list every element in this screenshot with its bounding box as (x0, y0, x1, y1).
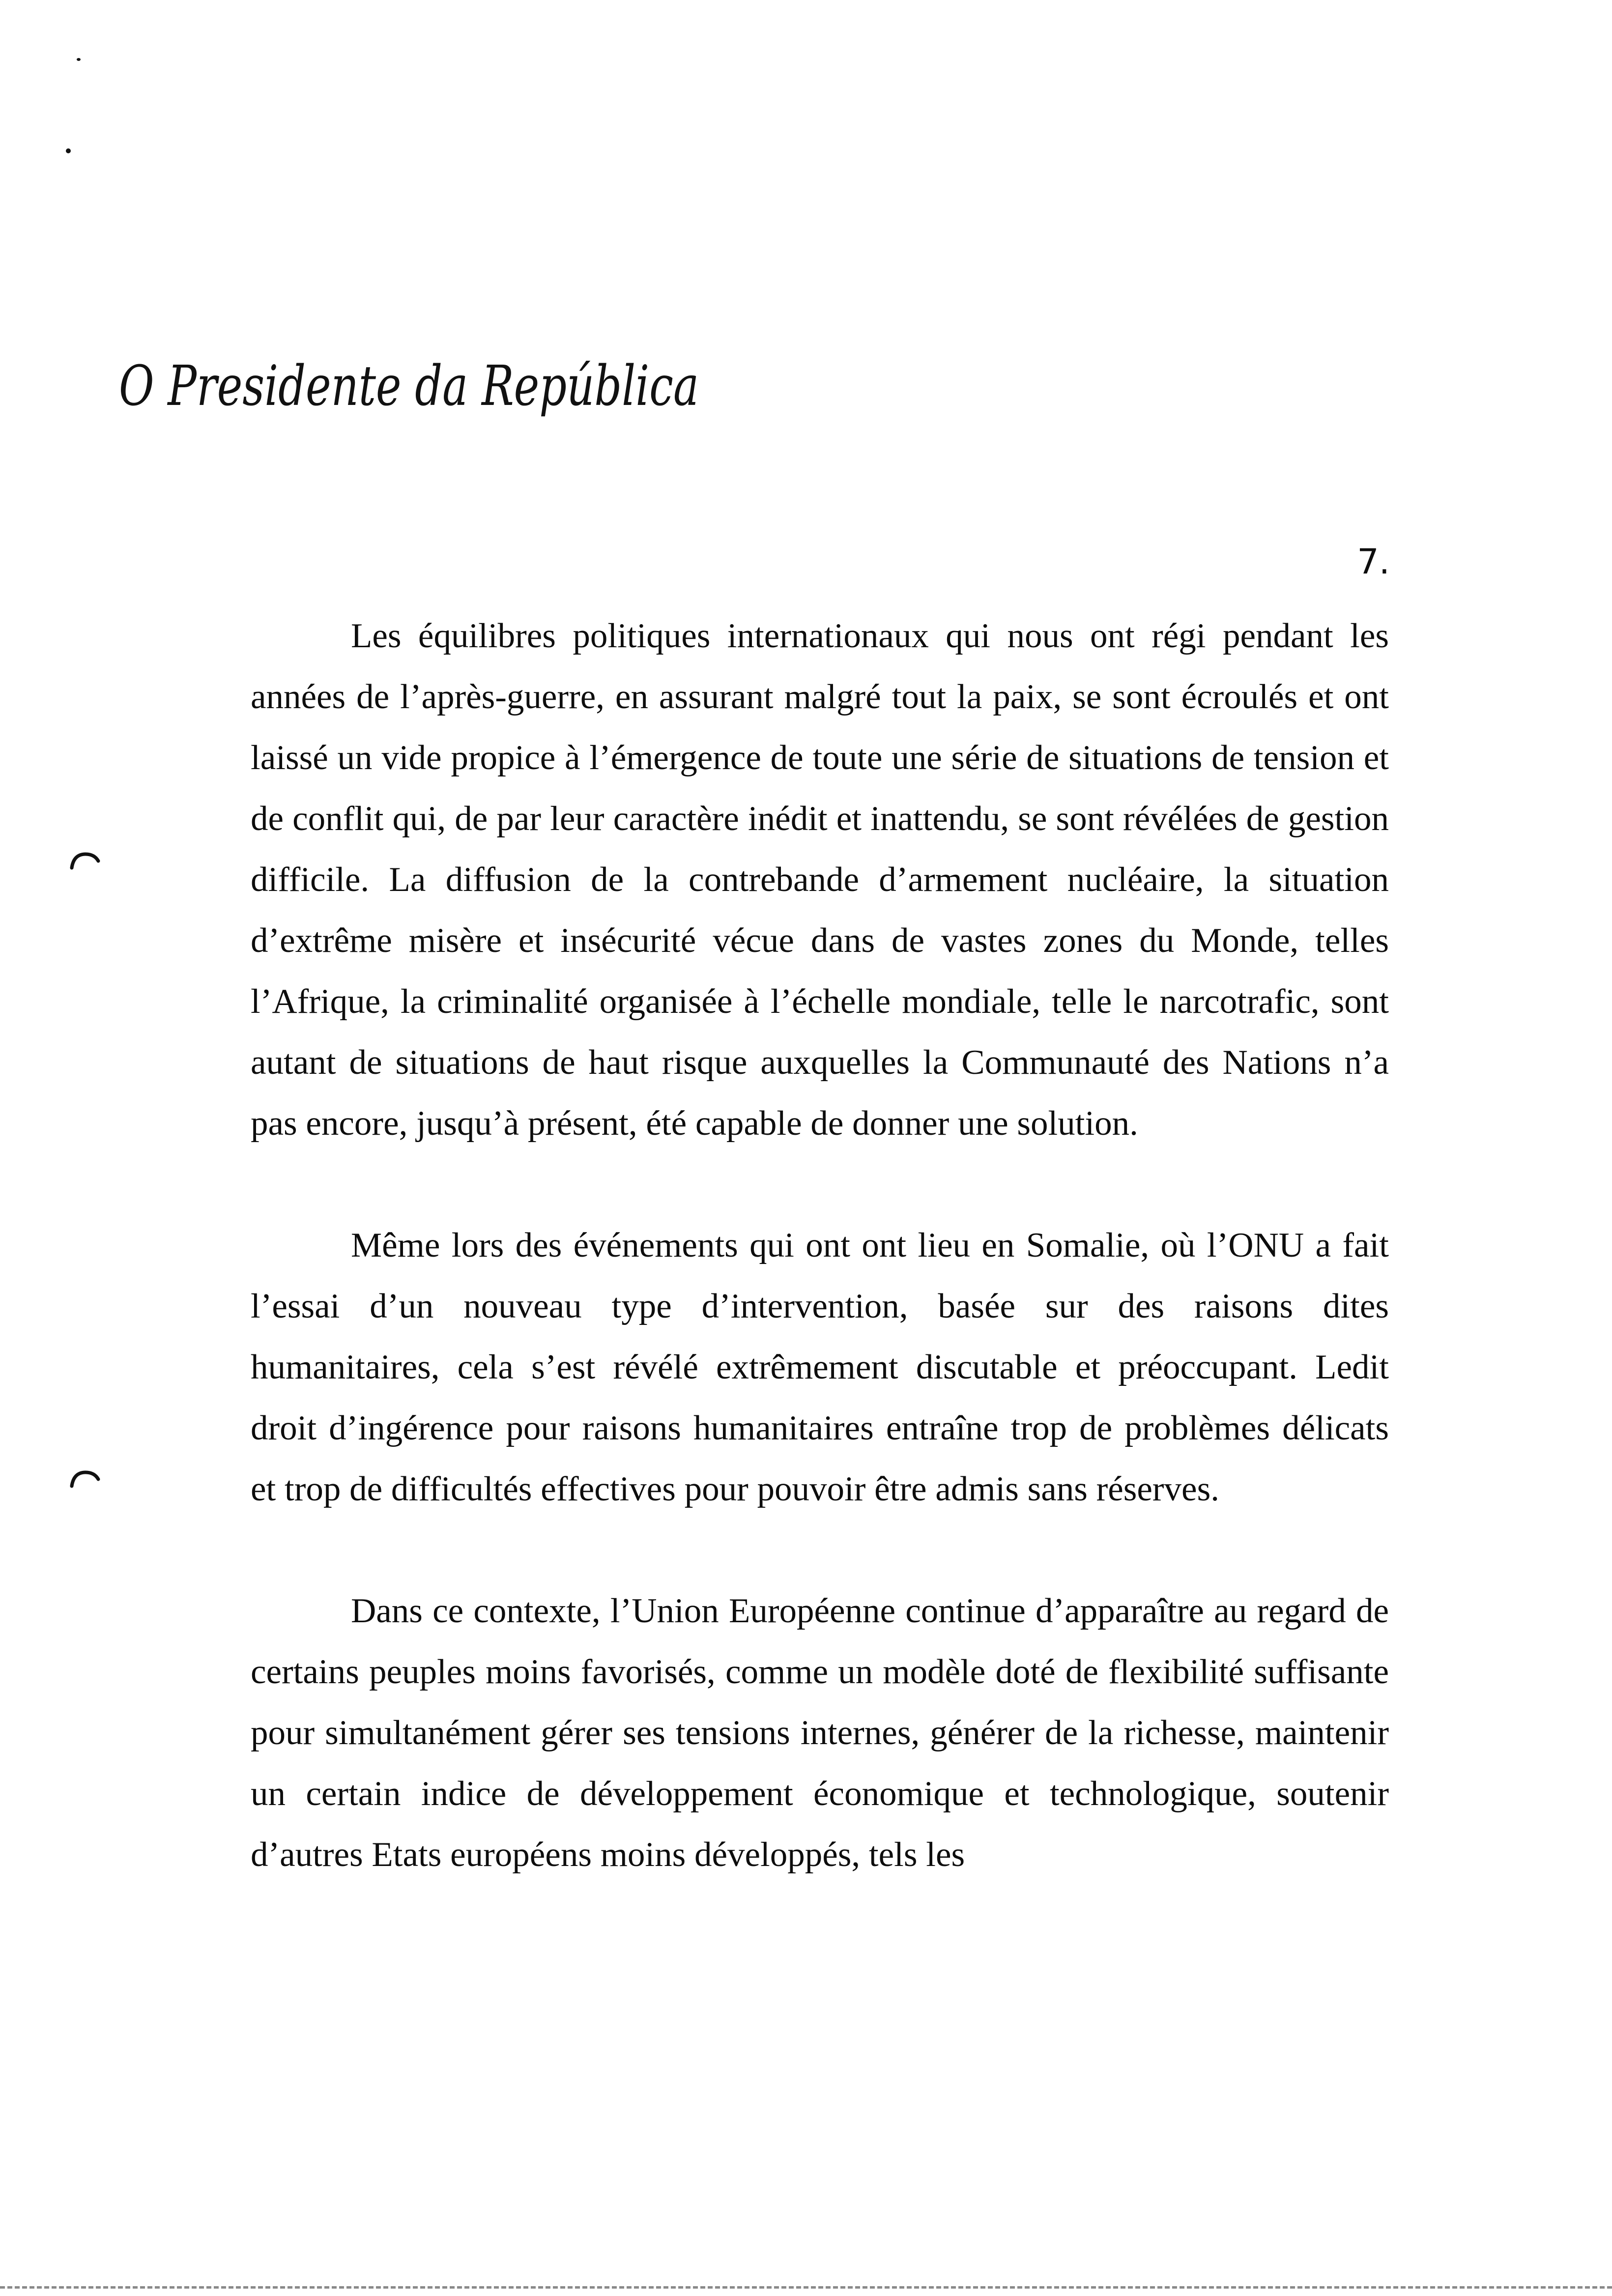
letterhead-script (116, 347, 706, 430)
scan-speck (77, 58, 81, 61)
arc-mark-icon (69, 850, 101, 870)
paragraph: Dans ce contexte, l’Union Européenne continue d’apparaître au regard de certains peuples moins favorisés, comme un modèle doté de flexibilité suffisante pour simultanément gérer ses tensions internes, générer de la richesse, maintenir un certain indice de développement économique et technologique, soutenir d’autres Etats européens moins développés, tels les (251, 1592, 1389, 1874)
page-number: 7. (1357, 542, 1390, 582)
arc-mark-icon (69, 1468, 101, 1488)
binder-hole-mark (69, 850, 101, 870)
scan-edge-line (0, 2286, 1612, 2289)
scan-speck (66, 148, 71, 153)
letterhead (116, 347, 706, 430)
paragraph: Même lors des événements qui ont ont lieu en Somalie, où l’ONU a fait l’essai d’un nouveau type d’intervention, basée sur des raisons dites humanitaires, cela s’est révélé extrêmement discutable et préoccupant. Ledit droit d’ingérence pour raisons humanitaires entraîne trop de problèmes délicats et trop de difficultés effectives pour pouvoir être admis sans réserves. (251, 1226, 1389, 1508)
letterhead-text: O Presidente da República (119, 354, 699, 418)
paragraph: Les équilibres politiques internationaux qui nous ont régi pendant les années de l’après-guerre, en assurant malgré tout la paix, se sont écroulés et ont laissé un vide propice à l’émergence de toute une série de situations de tension et de conflit qui, de par leur caractère inédit et inattendu, se sont révélées de gestion difficile. La diffusion de la contrebande d’armement nucléaire, la situation d’extrême misère et insécurité vécue dans de vastes zones du Monde, telles l’Afrique, la criminalité organisée à l’échelle mondiale, telle le narcotrafic, sont autant de situations de haut risque auxquelles la Communauté des Nations n’a pas encore, jusqu’à présent, été capable de donner une solution. (251, 617, 1389, 1143)
binder-hole-mark (69, 1468, 101, 1488)
body-text (251, 605, 1389, 1885)
